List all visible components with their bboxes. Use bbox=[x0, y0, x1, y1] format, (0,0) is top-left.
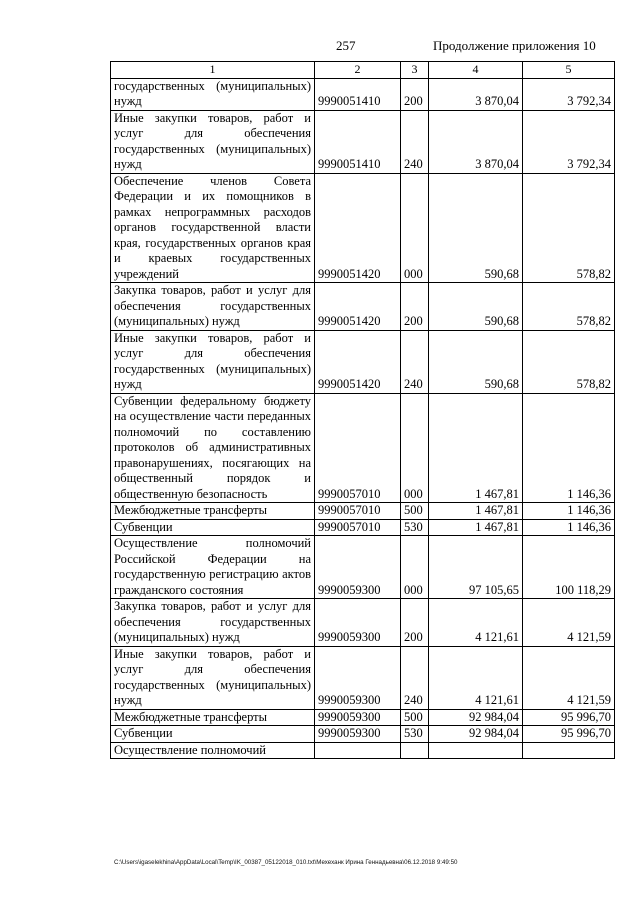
table-row bbox=[111, 519, 615, 536]
column-number-4: 4 bbox=[429, 62, 523, 79]
expense-type-cell bbox=[401, 742, 429, 759]
target-code-cell: 9990051420 bbox=[315, 173, 401, 283]
expense-name-text: Обеспечение членов Совета Федерации и их помощников в рамках непрограммных расходов органов государственной власти края, государственных органов края и краевых государственных учреждений bbox=[114, 173, 311, 281]
footer-file-path: C:\Users\igaselekhina\AppData\Local\Temp\IK_00387_05122018_010.txt\Мехеханк Ирина Геннадьевна\06.12.2018 9:49:50 bbox=[114, 859, 458, 866]
column-number-5: 5 bbox=[523, 62, 615, 79]
expense-name-cell bbox=[111, 110, 315, 173]
table-row bbox=[111, 110, 615, 173]
expense-name-text: Закупка товаров, работ и услуг для обеспечения государственных (муниципальных) нужд bbox=[114, 599, 311, 644]
amount-col5-cell: 1 146,36 bbox=[523, 503, 615, 520]
amount-col5-cell: 578,82 bbox=[523, 173, 615, 283]
amount-col5-cell: 100 118,29 bbox=[523, 536, 615, 599]
column-number-1: 1 bbox=[111, 62, 315, 79]
amount-col4-cell: 92 984,04 bbox=[429, 726, 523, 743]
expense-name-cell bbox=[111, 519, 315, 536]
target-code-cell: 9990059300 bbox=[315, 599, 401, 647]
amount-col4-cell: 4 121,61 bbox=[429, 599, 523, 647]
amount-col5-cell: 1 146,36 bbox=[523, 393, 615, 503]
target-code-cell: 9990051410 bbox=[315, 78, 401, 110]
expense-name-cell bbox=[111, 503, 315, 520]
expense-type-cell: 200 bbox=[401, 283, 429, 331]
target-code-cell: 9990059300 bbox=[315, 709, 401, 726]
page-number: 257 bbox=[336, 38, 356, 53]
amount-col4-cell: 590,68 bbox=[429, 173, 523, 283]
target-code-cell: 9990051420 bbox=[315, 330, 401, 393]
expense-name-text: Межбюджетные трансферты bbox=[114, 503, 268, 517]
expense-type-cell: 500 bbox=[401, 709, 429, 726]
table-row bbox=[111, 78, 615, 110]
expense-name-cell bbox=[111, 646, 315, 709]
expense-name-text: Осуществление полномочий bbox=[114, 742, 266, 757]
column-number-2: 2 bbox=[315, 62, 401, 79]
expense-type-cell: 530 bbox=[401, 726, 429, 743]
target-code-cell: 9990059300 bbox=[315, 646, 401, 709]
expense-type-cell: 200 bbox=[401, 599, 429, 647]
amount-col4-cell: 590,68 bbox=[429, 330, 523, 393]
amount-col4-cell: 1 467,81 bbox=[429, 393, 523, 503]
amount-col4-cell bbox=[429, 742, 523, 759]
expense-name-text: Закупка товаров, работ и услуг для обеспечения государственных (муниципальных) нужд bbox=[114, 283, 311, 328]
expense-name-text: Субвенции bbox=[114, 519, 173, 534]
amount-col5-cell: 3 792,34 bbox=[523, 110, 615, 173]
expense-type-cell: 200 bbox=[401, 78, 429, 110]
expense-type-cell: 000 bbox=[401, 173, 429, 283]
amount-col5-cell: 578,82 bbox=[523, 283, 615, 331]
target-code-cell: 9990051410 bbox=[315, 110, 401, 173]
column-number-3: 3 bbox=[401, 62, 429, 79]
table-row bbox=[111, 646, 615, 709]
amount-col5-cell: 95 996,70 bbox=[523, 709, 615, 726]
table-row bbox=[111, 742, 615, 759]
expense-type-cell: 530 bbox=[401, 519, 429, 536]
amount-col5-cell: 95 996,70 bbox=[523, 726, 615, 743]
target-code-cell: 9990059300 bbox=[315, 726, 401, 743]
expense-name-cell bbox=[111, 742, 315, 759]
target-code-cell: 9990057010 bbox=[315, 393, 401, 503]
expense-type-cell: 240 bbox=[401, 646, 429, 709]
target-code-cell: 9990059300 bbox=[315, 536, 401, 599]
expense-type-cell: 000 bbox=[401, 393, 429, 503]
expense-name-text: Иные закупки товаров, работ и услуг для обеспечения государственных (муниципальных) нужд bbox=[114, 110, 311, 171]
column-number-row bbox=[111, 62, 615, 79]
expense-name-text: государственных (муниципальных) нужд bbox=[114, 78, 311, 108]
expense-name-cell bbox=[111, 599, 315, 647]
page-caption: Продолжение приложения 10 bbox=[433, 38, 596, 53]
amount-col4-cell: 3 870,04 bbox=[429, 110, 523, 173]
target-code-cell: 9990051420 bbox=[315, 283, 401, 331]
table-row bbox=[111, 283, 615, 331]
table-row bbox=[111, 393, 615, 503]
amount-col5-cell: 1 146,36 bbox=[523, 519, 615, 536]
table-row bbox=[111, 503, 615, 520]
expense-type-cell: 240 bbox=[401, 330, 429, 393]
amount-col4-cell: 4 121,61 bbox=[429, 646, 523, 709]
amount-col5-cell: 4 121,59 bbox=[523, 599, 615, 647]
expense-type-cell: 500 bbox=[401, 503, 429, 520]
target-code-cell: 9990057010 bbox=[315, 519, 401, 536]
target-code-cell: 9990057010 bbox=[315, 503, 401, 520]
target-code-cell bbox=[315, 742, 401, 759]
expense-name-cell bbox=[111, 173, 315, 283]
table-row bbox=[111, 536, 615, 599]
amount-col5-cell: 3 792,34 bbox=[523, 78, 615, 110]
expense-name-text: Субвенции bbox=[114, 726, 173, 740]
expense-name-cell bbox=[111, 283, 315, 331]
amount-col4-cell: 1 467,81 bbox=[429, 503, 523, 520]
amount-col4-cell: 590,68 bbox=[429, 283, 523, 331]
table-row bbox=[111, 709, 615, 726]
amount-col4-cell: 97 105,65 bbox=[429, 536, 523, 599]
amount-col4-cell: 92 984,04 bbox=[429, 709, 523, 726]
expense-name-cell bbox=[111, 330, 315, 393]
amount-col5-cell: 4 121,59 bbox=[523, 646, 615, 709]
expense-name-text: Межбюджетные трансферты bbox=[114, 709, 268, 724]
table-row bbox=[111, 330, 615, 393]
amount-col4-cell: 3 870,04 bbox=[429, 78, 523, 110]
expense-name-text: Иные закупки товаров, работ и услуг для обеспечения государственных (муниципальных) нужд bbox=[114, 646, 311, 707]
expense-name-cell bbox=[111, 393, 315, 503]
expense-name-cell bbox=[111, 726, 315, 743]
table-row bbox=[111, 726, 615, 743]
expense-name-cell bbox=[111, 78, 315, 110]
expense-name-cell bbox=[111, 709, 315, 726]
expense-name-text: Субвенции федеральному бюджету на осуществление части переданных полномочий по составлению протоколов об административных правонарушениях, посягающих на общественный порядок и общественную безопасность bbox=[114, 393, 311, 501]
expense-type-cell: 000 bbox=[401, 536, 429, 599]
table-row bbox=[111, 599, 615, 647]
amount-col4-cell: 1 467,81 bbox=[429, 519, 523, 536]
table-row bbox=[111, 173, 615, 283]
expense-name-text: Осуществление полномочий Российской Федерации на государственную регистрацию актов гражданского состояния bbox=[114, 536, 311, 597]
expense-type-cell: 240 bbox=[401, 110, 429, 173]
expense-name-cell bbox=[111, 536, 315, 599]
amount-col5-cell: 578,82 bbox=[523, 330, 615, 393]
amount-col5-cell bbox=[523, 742, 615, 759]
expense-name-text: Иные закупки товаров, работ и услуг для обеспечения государственных (муниципальных) нужд bbox=[114, 330, 311, 391]
budget-table bbox=[110, 61, 615, 759]
